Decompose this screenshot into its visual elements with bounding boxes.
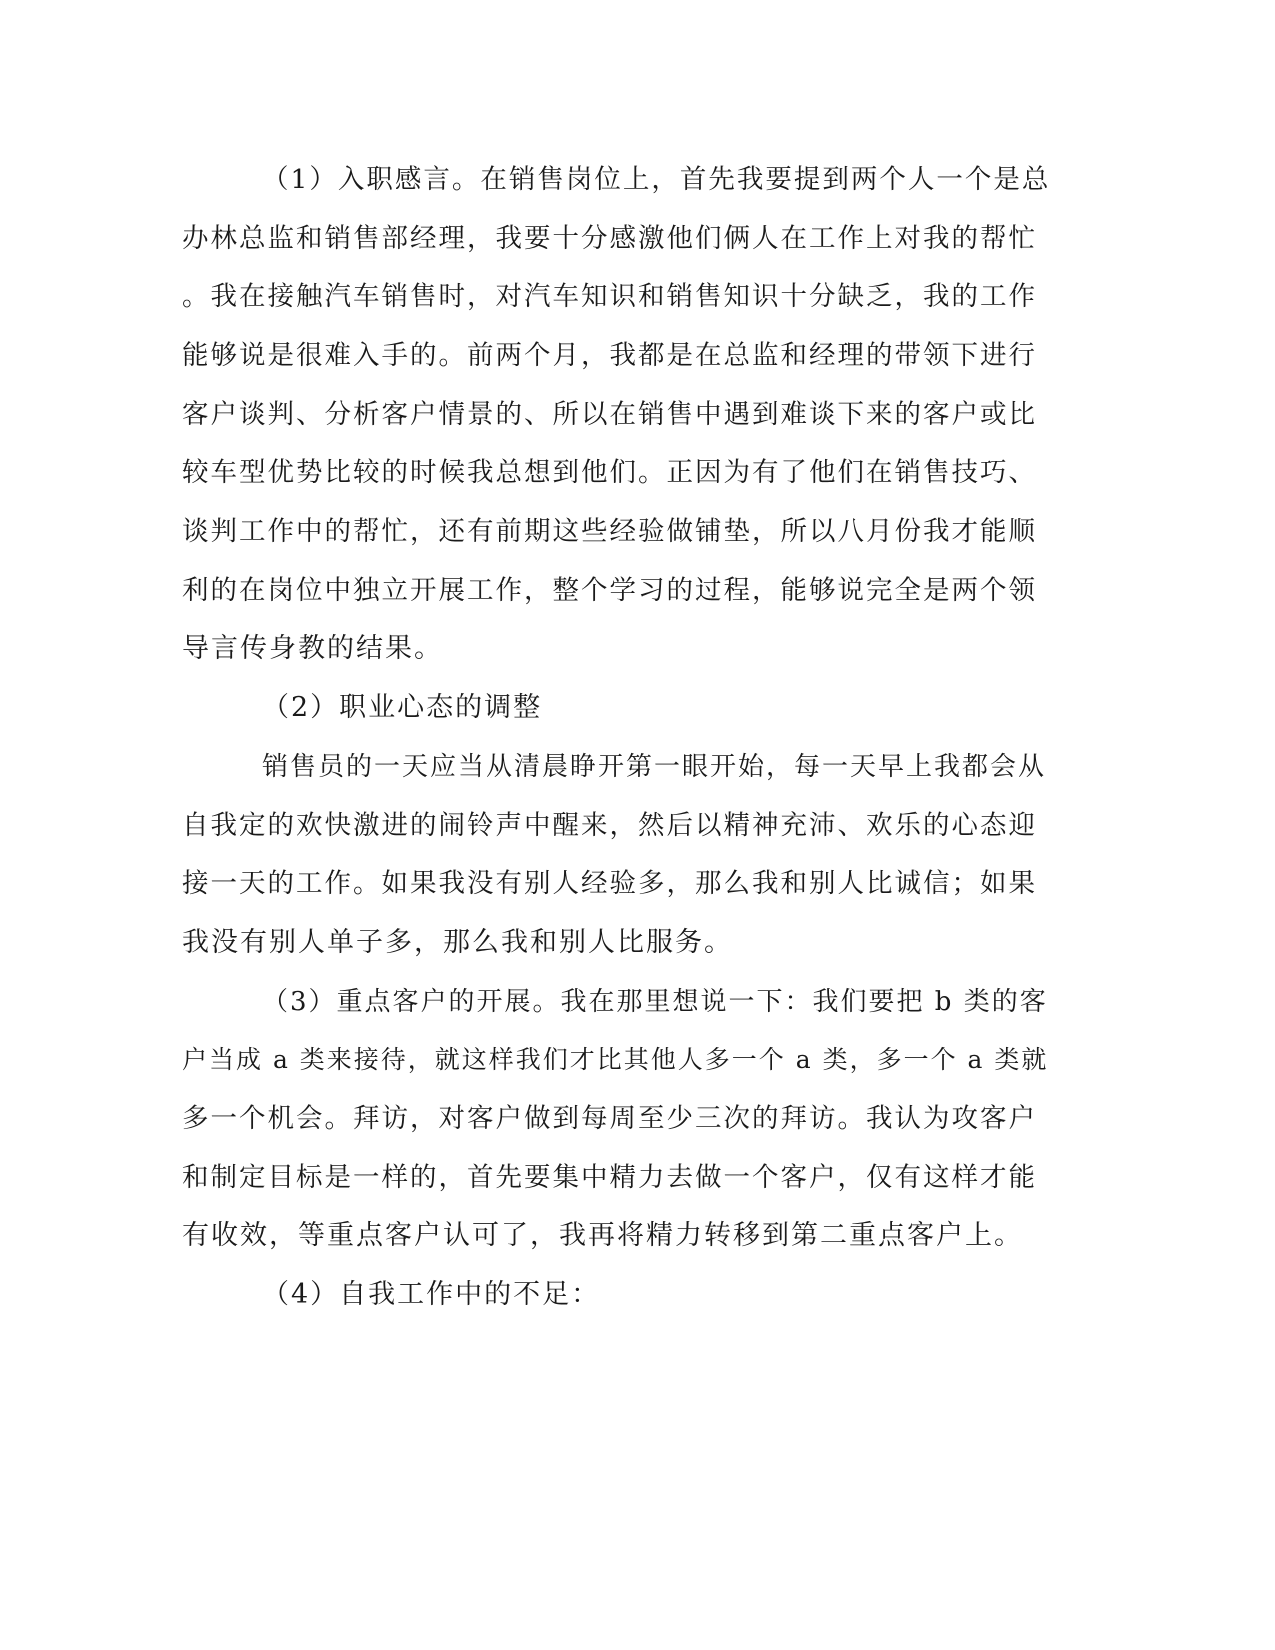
paragraph-3-line-4: 和制定目标是一样的，首先要集中精力去做一个客户，仅有这样才能 <box>182 1162 1037 1193</box>
paragraph-2-line-1: 销售员的一天应当从清晨睁开第一眼开始，每一天早上我都会从 <box>262 752 1047 782</box>
paragraph-1-line-1: （1）入职感言。在销售岗位上，首先我要提到两个人一个是总 <box>262 164 1051 195</box>
paragraph-1-line-8: 利的在岗位中独立开展工作，整个学习的过程，能够说完全是两个领 <box>182 575 1037 606</box>
paragraph-3-line-5: 有收效，等重点客户认可了，我再将精力转移到第二重点客户上。 <box>182 1220 1023 1251</box>
section-heading-4: （4）自我工作中的不足： <box>262 1279 601 1310</box>
paragraph-3-line-2: 户当成 a 类来接待，就这样我们才比其他人多一个 a 类，多一个 a 类就 <box>182 1045 1049 1074</box>
section-heading-2: （2）职业心态的调整 <box>262 692 543 723</box>
paragraph-1-line-2: 办林总监和销售部经理，我要十分感激他们俩人在工作上对我的帮忙 <box>182 223 1037 254</box>
paragraph-1-line-6: 较车型优势比较的时候我总想到他们。正因为有了他们在销售技巧、 <box>182 457 1037 488</box>
paragraph-3-line-1: （3）重点客户的开展。我在那里想说一下：我们要把 b 类的客 <box>262 987 1048 1017</box>
paragraph-1-line-4: 能够说是很难入手的。前两个月，我都是在总监和经理的带领下进行 <box>182 340 1037 371</box>
paragraph-2-line-2: 自我定的欢快激进的闹铃声中醒来，然后以精神充沛、欢乐的心态迎 <box>182 810 1037 841</box>
paragraph-2-line-4: 我没有别人单子多，那么我和别人比服务。 <box>182 927 733 958</box>
paragraph-3-line-3: 多一个机会。拜访，对客户做到每周至少三次的拜访。我认为攻客户 <box>182 1103 1037 1134</box>
paragraph-1-line-3: 。我在接触汽车销售时，对汽车知识和销售知识十分缺乏，我的工作 <box>182 281 1037 312</box>
paragraph-2-line-3: 接一天的工作。如果我没有别人经验多，那么我和别人比诚信；如果 <box>182 868 1037 899</box>
paragraph-1-line-9: 导言传身教的结果。 <box>182 633 443 664</box>
paragraph-1-line-7: 谈判工作中的帮忙，还有前期这些经验做铺垫，所以八月份我才能顺 <box>182 516 1037 547</box>
paragraph-1-line-5: 客户谈判、分析客户情景的、所以在销售中遇到难谈下来的客户或比 <box>182 399 1037 430</box>
